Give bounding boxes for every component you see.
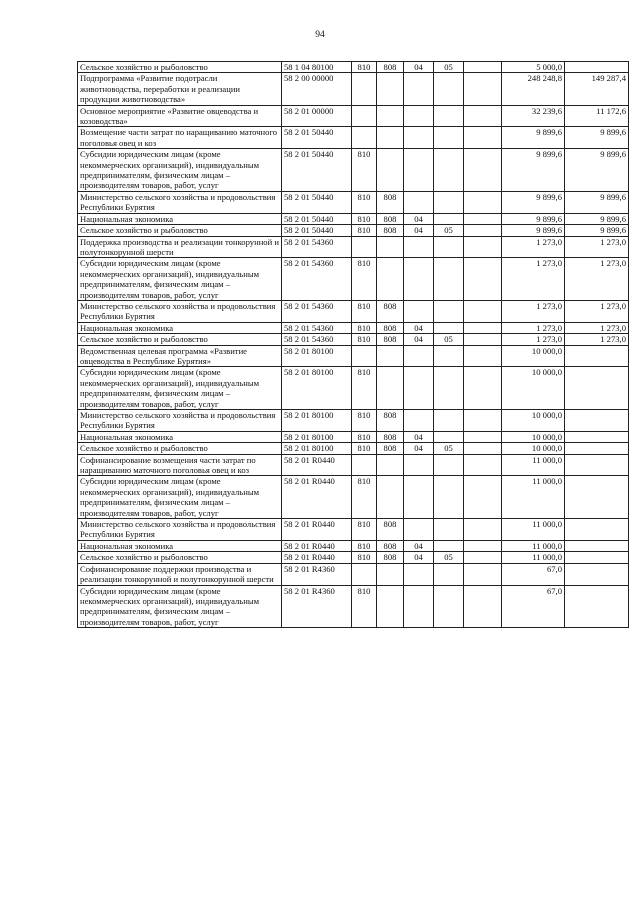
row-subsection-cell [434,213,464,224]
row-grbs-cell: 810 [352,213,377,224]
row-expense-type-cell [464,149,502,192]
table-row [78,552,629,563]
row-code-cell: 58 2 01 80100 [282,345,352,367]
row-sum-1-cell: 10 000,0 [502,410,565,432]
row-name-cell: Национальная экономика [78,213,282,224]
row-subsection-cell: 05 [434,62,464,73]
row-expense-type-cell [464,191,502,213]
row-name-cell: Поддержка производства и реализации тонкорунной и полутонкорунной шерсти [78,236,282,258]
row-subsection-cell [434,127,464,149]
row-sum-2-cell [565,454,629,476]
row-expense-type-cell [464,213,502,224]
row-sum-2-cell: 9 899,6 [565,225,629,236]
row-grbs-dept-cell: 808 [377,62,404,73]
row-expense-type-cell [464,431,502,442]
row-subsection-cell [434,431,464,442]
table-body [78,62,629,628]
row-expense-type-cell [464,105,502,127]
table-row [78,236,629,258]
row-section-cell [404,300,434,322]
row-code-cell: 58 2 01 80100 [282,410,352,432]
row-name-cell: Подпрограмма «Развитие подотрасли животноводства, переработки и реализации продукции животноводства» [78,73,282,105]
page-number: 94 [315,30,325,40]
row-sum-1-cell: 11 000,0 [502,454,565,476]
row-name-cell: Ведомственная целевая программа «Развитие овцеводства в Республике Бурятия» [78,345,282,367]
row-sum-1-cell: 67,0 [502,585,565,628]
row-name-cell: Министерство сельского хозяйства и продовольствия Республики Бурятия [78,191,282,213]
row-grbs-cell [352,345,377,367]
row-grbs-dept-cell [377,585,404,628]
row-grbs-dept-cell: 808 [377,552,404,563]
row-grbs-dept-cell: 808 [377,191,404,213]
row-code-cell: 58 2 01 R0440 [282,519,352,541]
row-sum-2-cell [565,476,629,519]
row-sum-1-cell: 9 899,6 [502,149,565,192]
row-sum-1-cell: 1 273,0 [502,258,565,301]
row-code-cell: 58 2 01 50440 [282,127,352,149]
row-expense-type-cell [464,563,502,585]
row-name-cell: Софинансирование возмещения части затрат по наращиванию маточного поголовья овец и коз [78,454,282,476]
row-expense-type-cell [464,225,502,236]
row-section-cell [404,149,434,192]
row-name-cell: Субсидии юридическим лицам (кроме некоммерческих организаций), индивидуальным предпринимателям, физическим лицам – производителям товаров, работ, услуг [78,367,282,410]
row-subsection-cell [434,476,464,519]
table-row [78,149,629,192]
row-expense-type-cell [464,454,502,476]
row-code-cell: 58 2 01 R0440 [282,540,352,551]
row-subsection-cell [434,300,464,322]
row-grbs-cell: 810 [352,540,377,551]
row-expense-type-cell [464,334,502,345]
budget-table [77,61,629,628]
row-subsection-cell [434,258,464,301]
row-grbs-cell: 810 [352,225,377,236]
row-sum-2-cell [565,519,629,541]
row-code-cell: 58 2 01 50440 [282,213,352,224]
row-grbs-dept-cell: 808 [377,431,404,442]
table-row [78,367,629,410]
row-section-cell: 04 [404,552,434,563]
row-expense-type-cell [464,552,502,563]
row-expense-type-cell [464,443,502,454]
row-section-cell [404,258,434,301]
row-expense-type-cell [464,410,502,432]
table-row [78,191,629,213]
row-subsection-cell [434,454,464,476]
row-name-cell: Софинансирование поддержки производства и реализации тонкорунной и полутонкорунной шерсти [78,563,282,585]
row-expense-type-cell [464,585,502,628]
row-grbs-dept-cell [377,454,404,476]
row-sum-2-cell [565,585,629,628]
row-expense-type-cell [464,73,502,105]
row-expense-type-cell [464,476,502,519]
table-row [78,410,629,432]
row-section-cell [404,410,434,432]
row-name-cell: Субсидии юридическим лицам (кроме некоммерческих организаций), индивидуальным предпринимателям, физическим лицам – производителям товаров, работ, услуг [78,258,282,301]
row-subsection-cell [434,322,464,333]
row-grbs-dept-cell [377,149,404,192]
row-sum-1-cell: 10 000,0 [502,431,565,442]
row-grbs-dept-cell: 808 [377,519,404,541]
row-grbs-dept-cell [377,367,404,410]
row-sum-2-cell [565,443,629,454]
row-grbs-dept-cell [377,236,404,258]
table-row [78,454,629,476]
row-section-cell: 04 [404,322,434,333]
row-section-cell: 04 [404,540,434,551]
row-sum-2-cell: 1 273,0 [565,322,629,333]
row-section-cell [404,454,434,476]
row-grbs-cell: 810 [352,367,377,410]
row-subsection-cell [434,73,464,105]
row-section-cell: 04 [404,213,434,224]
row-code-cell: 58 2 01 50440 [282,149,352,192]
row-grbs-cell [352,105,377,127]
row-section-cell [404,127,434,149]
row-sum-1-cell: 10 000,0 [502,367,565,410]
row-sum-2-cell: 9 899,6 [565,213,629,224]
row-grbs-cell: 810 [352,552,377,563]
row-name-cell: Сельское хозяйство и рыболовство [78,225,282,236]
row-section-cell [404,345,434,367]
row-sum-1-cell: 9 899,6 [502,127,565,149]
row-grbs-cell: 810 [352,334,377,345]
row-code-cell: 58 1 04 80100 [282,62,352,73]
row-section-cell: 04 [404,225,434,236]
table-row [78,300,629,322]
row-expense-type-cell [464,540,502,551]
row-code-cell: 58 2 01 50440 [282,225,352,236]
row-sum-1-cell: 67,0 [502,563,565,585]
row-grbs-dept-cell [377,127,404,149]
row-sum-1-cell: 9 899,6 [502,191,565,213]
row-sum-2-cell: 1 273,0 [565,334,629,345]
row-name-cell: Национальная экономика [78,322,282,333]
row-subsection-cell: 05 [434,443,464,454]
row-grbs-cell [352,73,377,105]
table-row [78,334,629,345]
row-section-cell [404,476,434,519]
row-name-cell: Сельское хозяйство и рыболовство [78,443,282,454]
row-grbs-dept-cell [377,73,404,105]
row-grbs-cell [352,127,377,149]
row-subsection-cell: 05 [434,225,464,236]
row-sum-2-cell: 149 287,4 [565,73,629,105]
row-sum-2-cell [565,410,629,432]
row-expense-type-cell [464,300,502,322]
row-code-cell: 58 2 01 54360 [282,258,352,301]
row-code-cell: 58 2 00 00000 [282,73,352,105]
row-sum-2-cell [565,367,629,410]
row-sum-1-cell: 9 899,6 [502,225,565,236]
row-grbs-cell [352,454,377,476]
row-sum-1-cell: 1 273,0 [502,300,565,322]
row-code-cell: 58 2 01 54360 [282,300,352,322]
row-sum-1-cell: 10 000,0 [502,443,565,454]
table-row [78,345,629,367]
row-grbs-cell: 810 [352,322,377,333]
row-grbs-dept-cell: 808 [377,213,404,224]
row-sum-2-cell [565,552,629,563]
table-row [78,443,629,454]
row-grbs-dept-cell [377,105,404,127]
row-subsection-cell: 05 [434,334,464,345]
row-grbs-cell: 810 [352,191,377,213]
row-expense-type-cell [464,345,502,367]
table-row [78,258,629,301]
row-sum-2-cell: 1 273,0 [565,236,629,258]
row-subsection-cell: 05 [434,552,464,563]
row-grbs-dept-cell: 808 [377,443,404,454]
row-grbs-cell: 810 [352,443,377,454]
table-row [78,476,629,519]
row-grbs-dept-cell: 808 [377,300,404,322]
row-grbs-cell: 810 [352,300,377,322]
row-section-cell: 04 [404,62,434,73]
row-section-cell [404,191,434,213]
table-row [78,213,629,224]
row-grbs-cell [352,236,377,258]
row-grbs-cell: 810 [352,258,377,301]
row-expense-type-cell [464,322,502,333]
row-subsection-cell [434,236,464,258]
row-grbs-dept-cell [377,345,404,367]
row-name-cell: Министерство сельского хозяйства и продовольствия Республики Бурятия [78,300,282,322]
row-code-cell: 58 2 01 R0440 [282,552,352,563]
table-row [78,322,629,333]
table-row [78,225,629,236]
table-row [78,585,629,628]
row-expense-type-cell [464,236,502,258]
row-sum-1-cell: 9 899,6 [502,213,565,224]
row-section-cell [404,585,434,628]
row-sum-2-cell [565,540,629,551]
row-subsection-cell [434,563,464,585]
row-sum-2-cell: 9 899,6 [565,191,629,213]
row-section-cell: 04 [404,443,434,454]
row-subsection-cell [434,367,464,410]
row-section-cell [404,519,434,541]
row-grbs-cell [352,563,377,585]
row-code-cell: 58 2 01 54360 [282,322,352,333]
row-name-cell: Сельское хозяйство и рыболовство [78,552,282,563]
row-name-cell: Национальная экономика [78,431,282,442]
row-sum-1-cell: 1 273,0 [502,322,565,333]
row-code-cell: 58 2 01 00000 [282,105,352,127]
table-row [78,127,629,149]
row-grbs-cell: 810 [352,62,377,73]
row-subsection-cell [434,191,464,213]
row-subsection-cell [434,585,464,628]
row-name-cell: Субсидии юридическим лицам (кроме некоммерческих организаций), индивидуальным предпринимателям, физическим лицам – производителям товаров, работ, услуг [78,476,282,519]
row-grbs-dept-cell [377,563,404,585]
row-expense-type-cell [464,519,502,541]
row-sum-2-cell: 11 172,6 [565,105,629,127]
table-row [78,519,629,541]
row-code-cell: 58 2 01 80100 [282,443,352,454]
row-grbs-cell: 810 [352,585,377,628]
row-grbs-cell: 810 [352,519,377,541]
row-name-cell: Национальная экономика [78,540,282,551]
row-section-cell [404,563,434,585]
row-code-cell: 58 2 01 80100 [282,431,352,442]
row-sum-2-cell [565,431,629,442]
row-grbs-cell: 810 [352,410,377,432]
row-grbs-cell: 810 [352,431,377,442]
row-sum-2-cell: 9 899,6 [565,149,629,192]
row-sum-1-cell: 1 273,0 [502,334,565,345]
row-expense-type-cell [464,62,502,73]
row-sum-2-cell [565,563,629,585]
row-grbs-dept-cell [377,476,404,519]
row-expense-type-cell [464,258,502,301]
row-code-cell: 58 2 01 R0440 [282,454,352,476]
row-expense-type-cell [464,127,502,149]
row-sum-2-cell: 1 273,0 [565,258,629,301]
table-row [78,563,629,585]
row-subsection-cell [434,540,464,551]
row-sum-1-cell: 1 273,0 [502,236,565,258]
row-grbs-dept-cell: 808 [377,334,404,345]
row-code-cell: 58 2 01 50440 [282,191,352,213]
row-sum-2-cell: 1 273,0 [565,300,629,322]
row-sum-1-cell: 11 000,0 [502,519,565,541]
row-code-cell: 58 2 01 R0440 [282,476,352,519]
row-grbs-cell: 810 [352,149,377,192]
row-name-cell: Основное мероприятие «Развитие овцеводства и козоводства» [78,105,282,127]
row-section-cell [404,236,434,258]
row-section-cell: 04 [404,431,434,442]
row-sum-2-cell: 9 899,6 [565,127,629,149]
table-row [78,540,629,551]
row-expense-type-cell [464,367,502,410]
row-name-cell: Субсидии юридическим лицам (кроме некоммерческих организаций), индивидуальным предпринимателям, физическим лицам – производителям товаров, работ, услуг [78,149,282,192]
row-name-cell: Министерство сельского хозяйства и продовольствия Республики Бурятия [78,410,282,432]
row-section-cell [404,73,434,105]
row-sum-1-cell: 248 248,8 [502,73,565,105]
row-name-cell: Субсидии юридическим лицам (кроме некоммерческих организаций), индивидуальным предпринимателям, физическим лицам – производителям товаров, работ, услуг [78,585,282,628]
row-subsection-cell [434,345,464,367]
row-grbs-dept-cell: 808 [377,540,404,551]
table-row [78,105,629,127]
row-section-cell: 04 [404,334,434,345]
row-sum-2-cell [565,62,629,73]
row-name-cell: Возмещение части затрат по наращиванию маточного поголовья овец и коз [78,127,282,149]
row-sum-1-cell: 10 000,0 [502,345,565,367]
row-code-cell: 58 2 01 R4360 [282,585,352,628]
row-sum-1-cell: 11 000,0 [502,552,565,563]
row-grbs-dept-cell: 808 [377,225,404,236]
table-row [78,62,629,73]
row-grbs-dept-cell: 808 [377,322,404,333]
row-subsection-cell [434,410,464,432]
row-sum-1-cell: 11 000,0 [502,540,565,551]
row-sum-1-cell: 32 239,6 [502,105,565,127]
row-subsection-cell [434,105,464,127]
row-grbs-dept-cell [377,258,404,301]
row-sum-1-cell: 11 000,0 [502,476,565,519]
row-section-cell [404,367,434,410]
row-name-cell: Сельское хозяйство и рыболовство [78,334,282,345]
row-code-cell: 58 2 01 80100 [282,367,352,410]
row-grbs-dept-cell: 808 [377,410,404,432]
table-row [78,73,629,105]
row-sum-1-cell: 5 000,0 [502,62,565,73]
row-code-cell: 58 2 01 R4360 [282,563,352,585]
row-code-cell: 58 2 01 54360 [282,334,352,345]
row-grbs-cell: 810 [352,476,377,519]
row-subsection-cell [434,149,464,192]
row-section-cell [404,105,434,127]
row-code-cell: 58 2 01 54360 [282,236,352,258]
row-name-cell: Министерство сельского хозяйства и продовольствия Республики Бурятия [78,519,282,541]
row-name-cell: Сельское хозяйство и рыболовство [78,62,282,73]
row-subsection-cell [434,519,464,541]
table-row [78,431,629,442]
row-sum-2-cell [565,345,629,367]
